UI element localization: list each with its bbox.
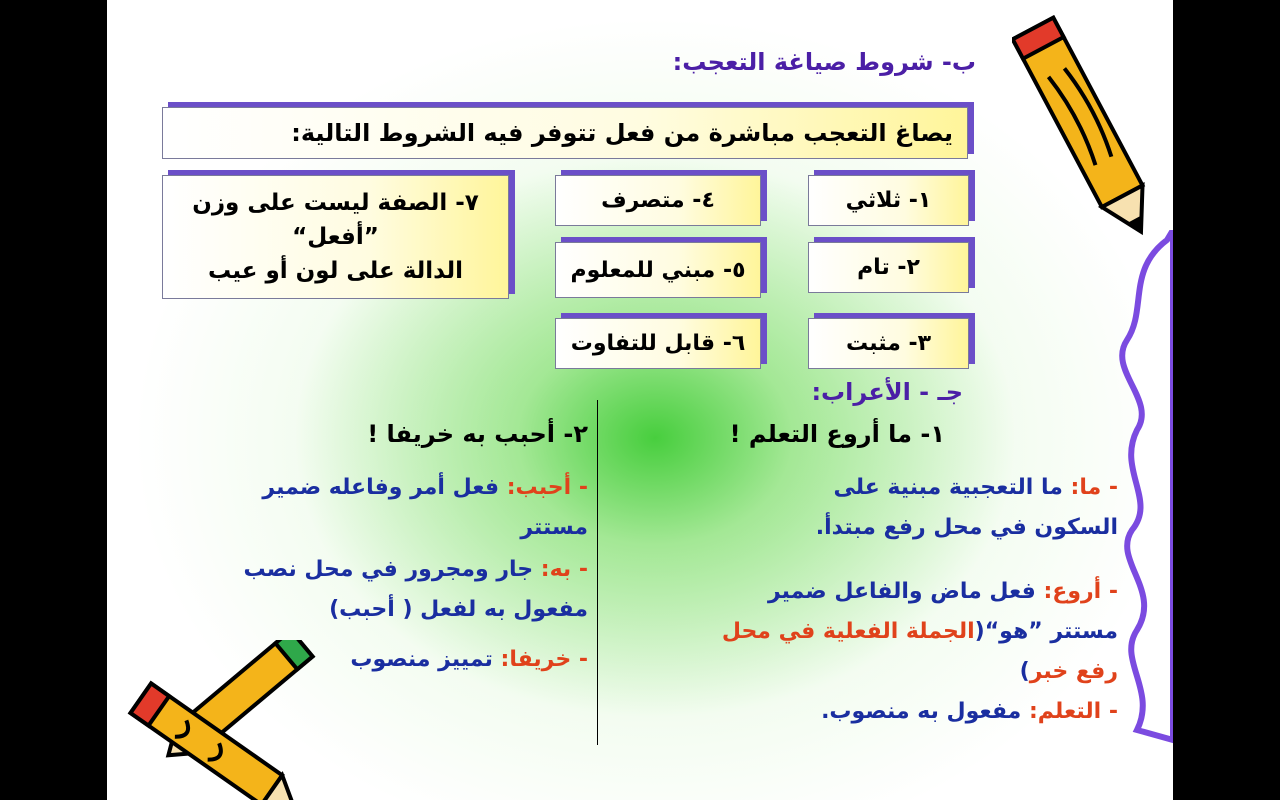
bihi-text: جار ومجرور في محل نصب مفعول به لفعل ( أحبب): [243, 557, 588, 622]
taallum-label: - التعلم:: [1028, 699, 1118, 724]
ahbib-label: - أحبب:: [506, 475, 588, 500]
slide: [107, 0, 1173, 800]
example2-bihi: [188, 550, 588, 630]
condition-box-2: [808, 242, 969, 293]
arwa-text3: ): [1019, 659, 1030, 684]
condition-box-3: [808, 318, 969, 369]
condition-2-text: ٢- تام: [857, 255, 920, 280]
pencil-icon: [1012, 5, 1162, 255]
condition-6-text: ٦- قابل للتفاوت: [570, 331, 746, 356]
column-divider: [597, 400, 598, 745]
example2-kharifan: [258, 640, 588, 680]
ahbib-text: فعل أمر وفاعله ضمير مستتر: [262, 475, 588, 540]
arwa-text1: فعل ماض والفاعل ضمير مستتر ”هو“(: [768, 579, 1118, 644]
condition-7-line3: الدالة على لون أو عيب: [208, 258, 463, 284]
condition-4-text: ٤- متصرف: [601, 188, 715, 213]
ma-text: ما التعجبية مبنية على السكون في محل رفع مبتدأ.: [815, 475, 1118, 540]
condition-box-1: [808, 175, 969, 226]
example1-arwa: [718, 572, 1118, 692]
bihi-label: - به:: [540, 557, 588, 582]
condition-1-text: ١- ثلاثي: [845, 188, 932, 213]
intro-box: [162, 107, 968, 159]
condition-box-6: [555, 318, 761, 369]
condition-box-7: [162, 175, 509, 299]
example2-heading: ٢- أحبب به خريفا !: [367, 420, 588, 448]
kharifan-label: - خريفا:: [500, 647, 588, 672]
condition-box-5: [555, 242, 761, 298]
condition-5-text: ٥- مبني للمعلوم: [570, 257, 746, 283]
example1-ma: [748, 468, 1118, 548]
kharifan-text: تمييز منصوب: [350, 647, 493, 672]
section-c-title: جـ - الأعراب:: [811, 378, 963, 406]
intro-text: يصاغ التعجب مباشرة من فعل تتوفر فيه الشروط التالية:: [291, 119, 953, 147]
condition-7-line1: ٧- الصفة ليست على وزن: [192, 190, 479, 216]
example1-heading: ١- ما أروع التعلم !: [729, 420, 945, 448]
condition-3-text: ٣- مثبت: [845, 331, 932, 356]
condition-box-4: [555, 175, 761, 226]
arwa-text2: الجملة الفعلية في محل رفع خبر: [721, 619, 1118, 684]
section-b-title: ب- شروط صياغة التعجب:: [672, 48, 976, 76]
example1-taallum: [718, 692, 1118, 732]
example2-ahbib: [218, 468, 588, 548]
condition-7-line2: ”أفعل“: [292, 224, 379, 250]
taallum-text: مفعول به منصوب.: [821, 699, 1022, 724]
arwa-label: - أروع:: [1043, 579, 1118, 604]
ma-label: - ما:: [1070, 475, 1118, 500]
